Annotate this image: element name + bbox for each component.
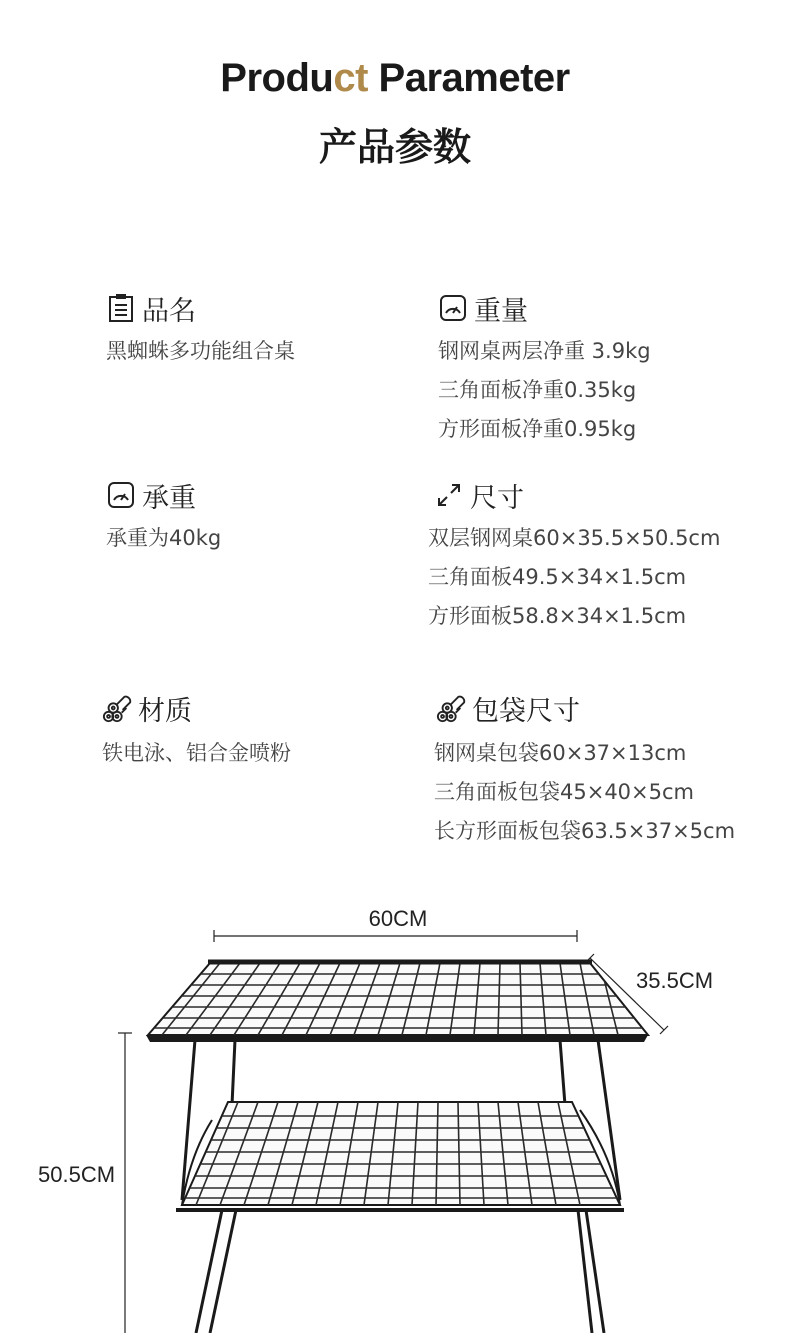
spec-label: 材质 xyxy=(138,695,192,727)
spec-value: 黑蜘蛛多功能组合桌 xyxy=(106,339,295,363)
width-dimension xyxy=(214,906,577,942)
top-shelf xyxy=(120,962,680,1042)
spec-label: 品名 xyxy=(142,295,196,327)
spec-value: 铁电泳、铝合金喷粉 xyxy=(102,741,291,765)
spec-value: 钢网桌两层净重 3.9kg xyxy=(438,339,651,363)
spec-label: 重量 xyxy=(474,295,528,327)
height-label: 50.5CM xyxy=(38,1162,116,1187)
title-english xyxy=(0,56,790,101)
spec-value: 三角面板净重0.35kg xyxy=(438,378,637,402)
depth-label: 35.5CM xyxy=(636,968,714,993)
spec-size xyxy=(428,477,721,636)
title-english-part1: Produ xyxy=(220,56,334,100)
clipboard-icon xyxy=(106,293,136,323)
spec-package-size xyxy=(436,690,735,851)
spec-value: 双层钢网桌60×35.5×50.5cm xyxy=(428,526,721,550)
title-english-part2: Parameter xyxy=(367,56,570,100)
spec-weight xyxy=(438,290,651,449)
spec-product-name xyxy=(106,290,295,371)
gauge-icon xyxy=(106,480,136,510)
rolls-icon xyxy=(436,693,466,723)
spec-value: 三角面板49.5×34×1.5cm xyxy=(428,565,687,589)
spec-value: 方形面板58.8×34×1.5cm xyxy=(428,604,687,628)
spec-load xyxy=(106,477,221,558)
height-dimension xyxy=(38,1033,132,1333)
spec-label: 承重 xyxy=(142,482,196,514)
spec-value: 三角面板包袋45×40×5cm xyxy=(434,780,694,804)
spec-label: 尺寸 xyxy=(470,482,524,514)
spec-material xyxy=(102,690,291,773)
expand-arrows-icon xyxy=(434,480,464,510)
spec-value: 钢网桌包袋60×37×13cm xyxy=(434,741,687,765)
spec-value: 方形面板净重0.95kg xyxy=(438,417,637,441)
spec-value: 承重为40kg xyxy=(106,526,222,550)
rolls-icon xyxy=(102,693,132,723)
gauge-icon xyxy=(438,293,468,323)
bottom-shelf xyxy=(150,1102,650,1210)
spec-label: 包袋尺寸 xyxy=(472,695,580,727)
title-chinese: 产品参数 xyxy=(318,125,471,169)
product-diagram xyxy=(0,880,790,1333)
spec-value: 长方形面板包袋63.5×37×5cm xyxy=(434,819,736,843)
title-english-accent: ct xyxy=(333,56,368,100)
width-label: 60CM xyxy=(368,906,428,931)
